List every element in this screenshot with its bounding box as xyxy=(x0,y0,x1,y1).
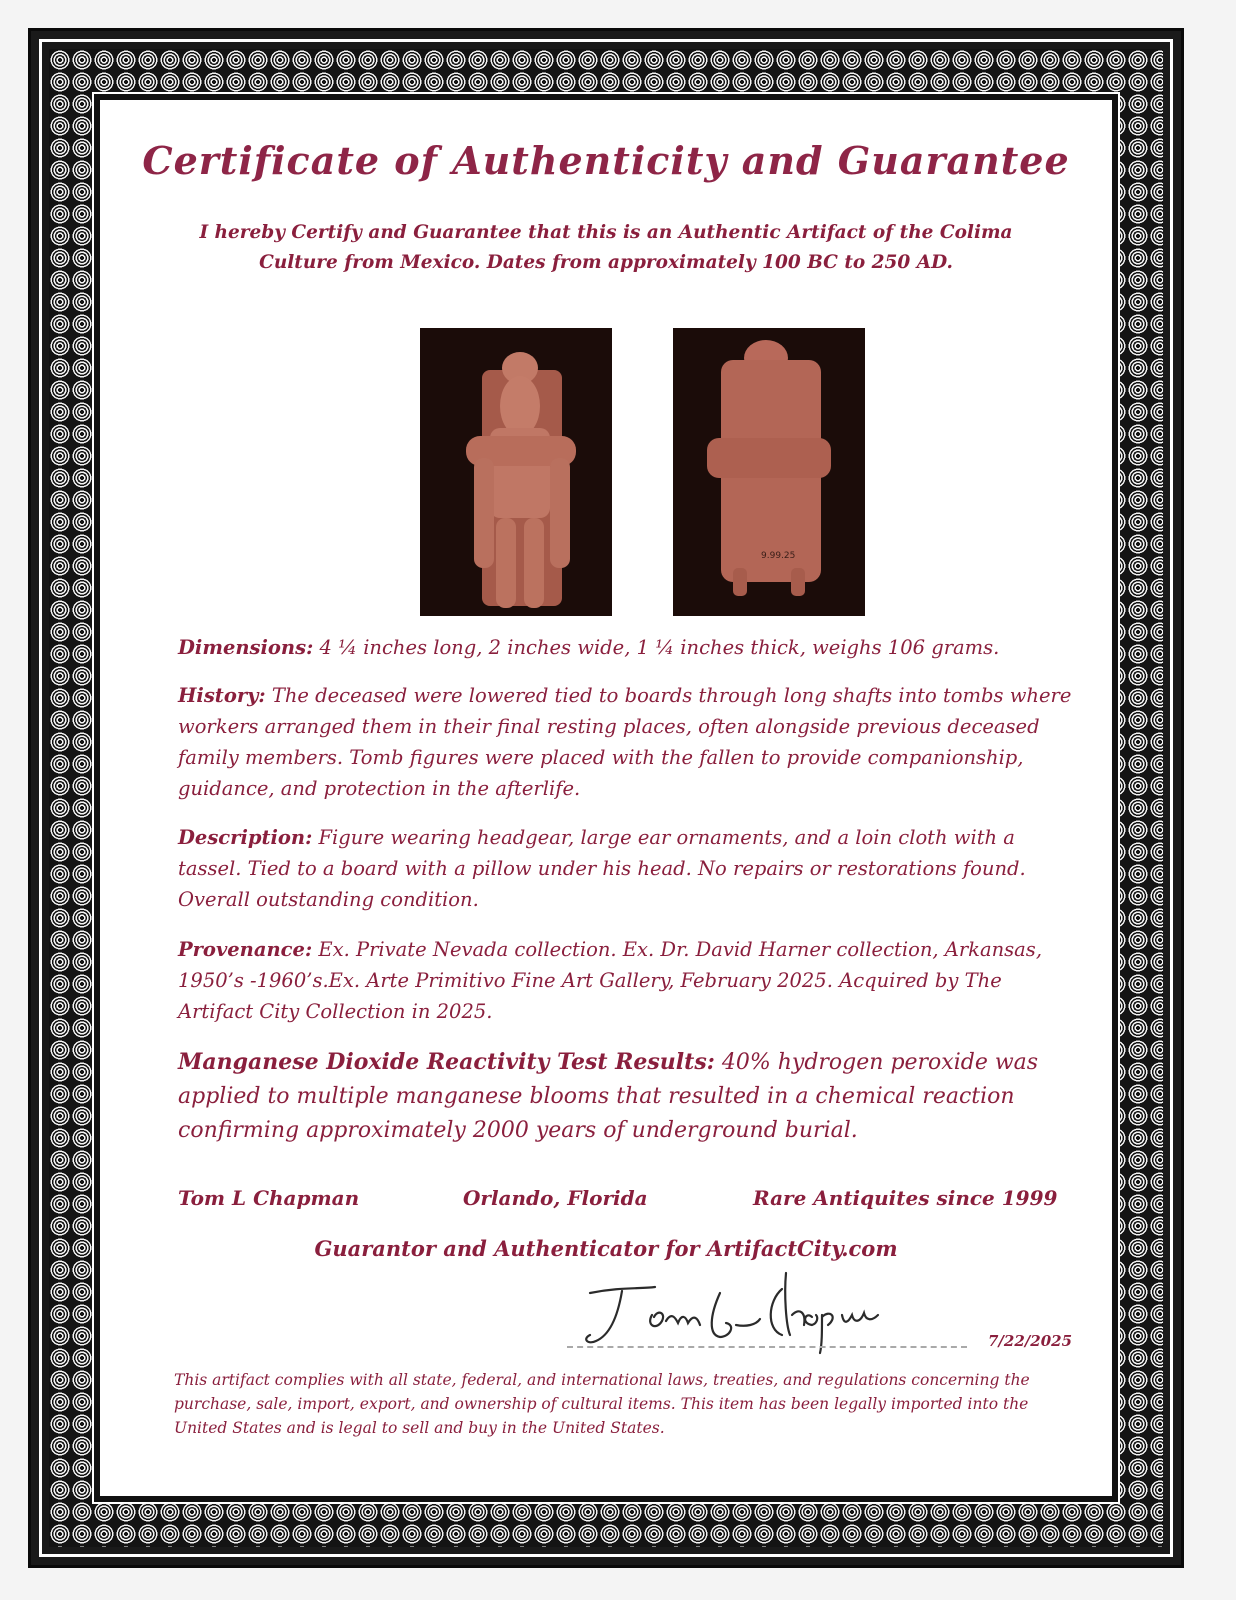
guarantor-line: Guarantor and Authenticator for ArtifactCity.com xyxy=(314,1236,898,1261)
history-text: The deceased were lowered tied to boards through long shafts into tombs where workers arranged them in their final resting places, often alongside previous deceased family members. Tomb figures were placed with the fallen to provide companionship, guidance, and protection in the afterlife. xyxy=(178,684,1072,800)
certification-line-2: Culture from Mexico. Dates from approximately 100 BC to 250 AD. xyxy=(259,252,953,273)
certification-line-1: I hereby Certify and Guarantee that this is an Authentic Artifact of the Colima xyxy=(199,222,1013,243)
manganese-label: Manganese Dioxide Reactivity Test Results: xyxy=(178,1049,715,1075)
certificate-body xyxy=(100,100,1112,1496)
signer-since: Rare Antiquites since 1999 xyxy=(753,1186,1058,1210)
front-figure-image xyxy=(420,328,612,616)
signature-line xyxy=(567,1346,967,1348)
legal-compliance-notice: This artifact complies with all state, federal, and international laws, treaties, and regulations concerning the purchase, sale, import, export, and ownership of cultural items. This item has been legally imported into the United States and is legal to sell and buy in the United States. xyxy=(174,1371,1030,1437)
provenance-text: Ex. Private Nevada collection. Ex. Dr. David Harner collection, Arkansas, 1950’s -1960’s.Ex. Arte Primitivo Fine Art Gallery, February 2025. Acquired by The Artifact City Collection in 2025. xyxy=(178,938,1043,1023)
description-text: Figure wearing headgear, large ear ornaments, and a loin cloth with a tassel. Tied to a board with a pillow under his head. No repairs or restorations found. Overall outstanding condition. xyxy=(178,826,1026,911)
dimensions-section xyxy=(178,632,1082,663)
signer-name: Tom L Chapman xyxy=(178,1186,360,1210)
description-section xyxy=(178,822,1082,915)
back-inscription: 9.99.25 xyxy=(761,551,796,561)
certificate-title: Certificate of Authenticity and Guarantee xyxy=(142,138,1070,183)
manganese-test-section xyxy=(178,1045,1082,1148)
back-figure-image xyxy=(673,328,865,616)
history-label: History: xyxy=(178,684,266,707)
artifact-back-photo xyxy=(673,328,865,616)
certification-statement xyxy=(140,218,1072,278)
decorative-frame xyxy=(28,28,1184,1568)
history-section xyxy=(178,680,1082,804)
dimensions-text: 4 ¼ inches long, 2 inches wide, 1 ¼ inches thick, weighs 106 grams. xyxy=(319,636,1000,659)
artifact-front-photo xyxy=(420,328,612,616)
manganese-text: 40% hydrogen peroxide was applied to multiple manganese blooms that resulted in a chemical reaction confirming approximately 2000 years of underground burial. xyxy=(178,1050,1039,1143)
signature-date: 7/22/2025 xyxy=(988,1332,1073,1350)
provenance-label: Provenance: xyxy=(178,938,313,961)
handwritten-signature xyxy=(560,1265,900,1355)
provenance-section xyxy=(178,934,1082,1027)
dimensions-label: Dimensions: xyxy=(178,636,314,659)
description-label: Description: xyxy=(178,826,313,849)
signer-location: Orlando, Florida xyxy=(463,1186,648,1210)
